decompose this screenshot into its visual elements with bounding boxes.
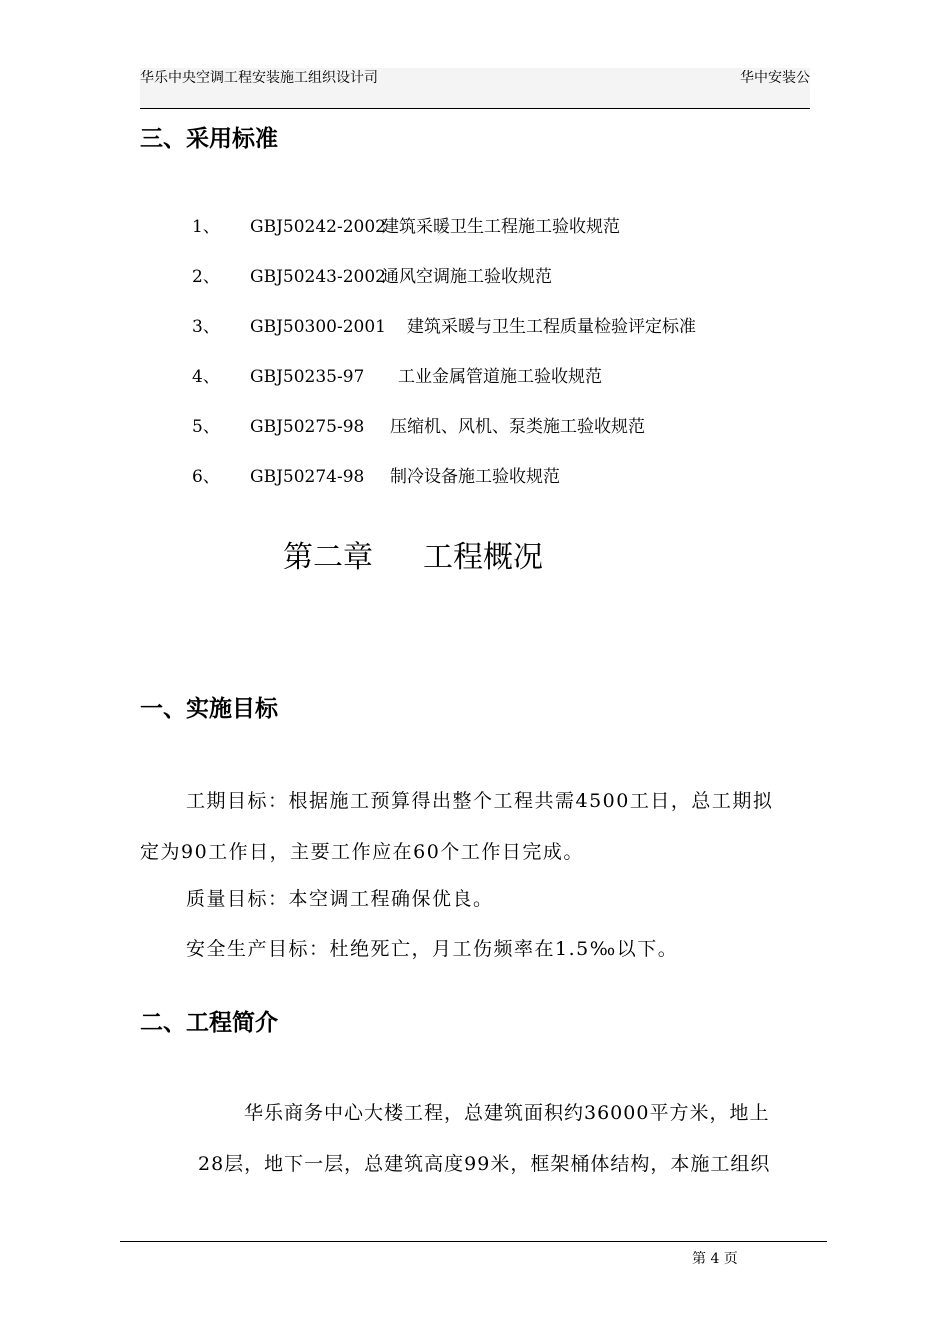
standard-item-code: GBJ50275-98 [250,417,365,437]
section-heading-intro: 二、工程简介 [140,1010,278,1036]
standard-item-number: 5、 [192,417,220,437]
standard-item-number: 3、 [192,317,220,337]
standard-item-number: 2、 [192,267,220,287]
standard-item-title: 工业金属管道施工验收规范 [398,367,602,387]
standard-item-code: GBJ50274-98 [250,467,365,487]
standard-item-code: GBJ50300-2001 [250,317,386,337]
header-document-title: 华乐中央空调工程安装施工组织设计司 [140,70,378,86]
footer-divider [120,1241,827,1242]
standard-item-code: GBJ50243-2002 [250,267,386,287]
section-heading-goals: 一、实施目标 [140,696,278,722]
standard-item-title: 建筑采暖卫生工程施工验收规范 [382,217,620,237]
header-company-name: 华中安装公 [740,70,810,86]
page-header [140,68,810,109]
standard-item-number: 1、 [192,217,220,237]
intro-line-1: 华乐商务中心大楼工程，总建筑面积约36000平方米，地上 [244,1102,770,1124]
standard-item-title: 通风空调施工验收规范 [382,267,552,287]
page-number: 第 4 页 [692,1251,738,1267]
quality-goal: 质量目标：本空调工程确保优良。 [186,888,494,910]
schedule-goal-line-2: 定为90工作日，主要工作应在60个工作日完成。 [140,841,584,863]
chapter-title: 工程概况 [423,540,543,575]
standard-item-code: GBJ50242-2002 [250,217,386,237]
standard-item-number: 6、 [192,467,220,487]
standard-item-code: GBJ50235-97 [250,367,365,387]
schedule-goal-line-1: 工期目标：根据施工预算得出整个工程共需4500工日，总工期拟 [186,790,774,812]
standard-item-number: 4、 [192,367,220,387]
chapter-label: 第二章 [283,540,373,575]
section-heading-standards: 三、采用标准 [140,126,278,152]
standard-item-title: 制冷设备施工验收规范 [390,467,560,487]
safety-goal: 安全生产目标：杜绝死亡，月工伤频率在1.5‰以下。 [186,938,679,960]
intro-line-2: 28层，地下一层，总建筑高度99米，框架桶体结构，本施工组织 [198,1153,771,1175]
standard-item-title: 压缩机、风机、泵类施工验收规范 [390,417,645,437]
standard-item-title: 建筑采暖与卫生工程质量检验评定标准 [407,317,696,337]
